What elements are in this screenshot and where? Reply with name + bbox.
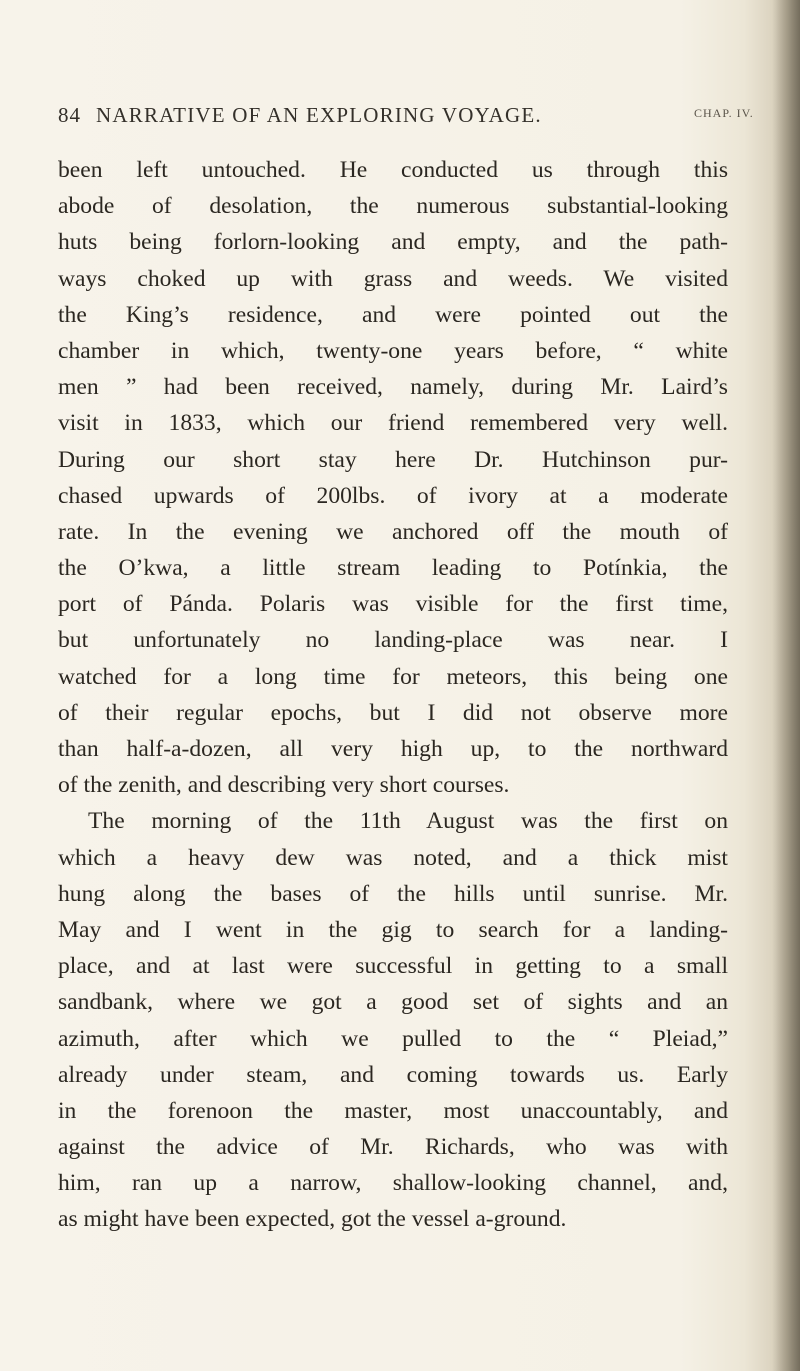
running-head-title: NARRATIVE OF AN EXPLORING VOYAGE. xyxy=(96,103,542,127)
text-line: the King’s residence, and were pointed out the xyxy=(58,301,728,328)
text-line: ways choked up with grass and weeds. We visited xyxy=(58,265,728,292)
text-line: men ” had been received, namely, during Mr. Laird’s xyxy=(58,374,728,401)
text-line: chased upwards of 200lbs. of ivory at a moderate xyxy=(58,482,728,509)
text-line: of the zenith, and describing very short courses. xyxy=(58,772,510,799)
text-line: of their regular epochs, but I did not observe more xyxy=(58,699,728,726)
page-edge-shadow xyxy=(772,0,800,1371)
running-head xyxy=(58,103,758,133)
text-line: but unfortunately no landing-place was near. I xyxy=(58,627,728,654)
text-line: in the forenoon the master, most unaccountably, and xyxy=(58,1097,728,1124)
text-line: huts being forlorn-looking and empty, and the path- xyxy=(58,229,728,256)
text-line: watched for a long time for meteors, this being one xyxy=(58,663,728,690)
body-text xyxy=(58,152,728,1238)
text-line: chamber in which, twenty-one years before, “ white xyxy=(58,337,728,364)
text-line: as might have been expected, got the vessel a-ground. xyxy=(58,1206,567,1233)
text-line: visit in 1833, which our friend remembered very well. xyxy=(58,410,728,437)
text-line: azimuth, after which we pulled to the “ Pleiad,” xyxy=(58,1025,728,1052)
text-line-paragraph-start: The morning of the 11th August was the first on xyxy=(88,808,728,835)
text-line: abode of desolation, the numerous substantial-looking xyxy=(58,193,728,220)
text-line: which a heavy dew was noted, and a thick mist xyxy=(58,844,728,871)
text-line: him, ran up a narrow, shallow-looking channel, and, xyxy=(58,1170,728,1197)
text-line: sandbank, where we got a good set of sights and an xyxy=(58,989,728,1016)
page-number: 84 xyxy=(58,103,81,127)
text-line: the O’kwa, a little stream leading to Potínkia, the xyxy=(58,555,728,582)
text-line: against the advice of Mr. Richards, who was with xyxy=(58,1134,728,1161)
chapter-label: CHAP. IV. xyxy=(694,106,754,120)
text-line: port of Pánda. Polaris was visible for the first time, xyxy=(58,591,728,618)
text-line: place, and at last were successful in getting to a small xyxy=(58,953,728,980)
text-line: already under steam, and coming towards us. Early xyxy=(58,1061,728,1088)
text-line: than half-a-dozen, all very high up, to the northward xyxy=(58,736,728,762)
text-line: hung along the bases of the hills until sunrise. Mr. xyxy=(58,880,728,907)
text-line: During our short stay here Dr. Hutchinson pur- xyxy=(58,446,728,473)
text-line: been left untouched. He conducted us through this xyxy=(58,157,728,183)
text-line: May and I went in the gig to search for a landing- xyxy=(58,916,728,943)
text-line: rate. In the evening we anchored off the mouth of xyxy=(58,518,728,545)
